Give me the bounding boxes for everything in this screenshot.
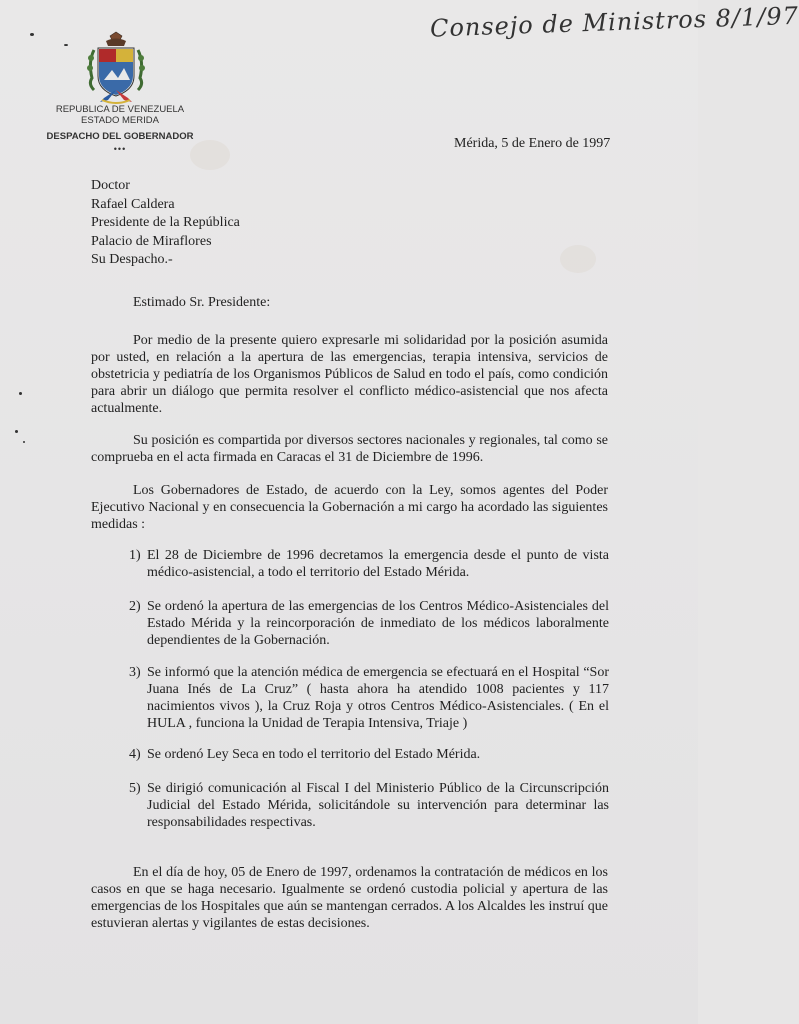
- measure-text: Se dirigió comunicación al Fiscal I del Ministerio Público de la Circunscripción Judicial del Estado Mérida, solicitándole su intervención para determinar las responsabilidades respectivas.: [147, 781, 609, 830]
- measure-text: Se ordenó Ley Seca en todo el territorio del Estado Mérida.: [147, 747, 481, 762]
- handwritten-annotation: Consejo de Ministros 8/1/97: [429, 1, 799, 43]
- measure-number: 4): [129, 747, 141, 762]
- body-paragraph: Por medio de la presente quiero expresarle mi solidaridad por la posición asumida por usted, en relación a la apertura de las emergencias, terapia intensiva, servicios de obstetricia y pediatría de los Organismos Públicos de Salud en todo el país, como condición para abrir un diálogo que permita resolver el conflicto médico-asistencial que nos afecta actualmente.: [91, 333, 608, 416]
- measure-text: Se ordenó la apertura de las emergencias de los Centros Médico-Asistenciales del Estado Mérida y la reincorporación de inmediato de los médicos laboralmente dependientes de la Gobernación.: [147, 599, 609, 648]
- paper-stain: [560, 245, 596, 273]
- body-paragraph: Su posición es compartida por diversos sectores nacionales y regionales, tal como se comprueba en el acta firmada en Caracas el 31 de Diciembre de 1996.: [91, 433, 608, 465]
- body-paragraph: Los Gobernadores de Estado, de acuerdo con la Ley, somos agentes del Poder Ejecutivo Nacional y en consecuencia la Gobernación a mi cargo ha acordado las siguientes medidas :: [91, 483, 608, 532]
- measure-text: Se informó que la atención médica de emergencia se efectuará en el Hospital “Sor Juana Inés de La Cruz” ( hasta ahora ha atendido 1008 pacientes y 117 nacimientos vivos ), la Cruz Roja y otros Centros Médico-Asistenciales. ( En el HULA , funciona la Unidad de Terapia Intensiva, Triaje ): [147, 665, 609, 731]
- paper-speck: [15, 430, 18, 433]
- measure-number: 3): [129, 665, 141, 680]
- paper-speck: [19, 392, 22, 395]
- paper-speck: [64, 44, 68, 46]
- coat-of-arms-icon: [84, 32, 148, 106]
- letter-date: Mérida, 5 de Enero de 1997: [454, 136, 611, 151]
- measure-number: 2): [129, 599, 141, 614]
- addressee-line: Su Despacho.-: [91, 252, 173, 267]
- letterhead-country: REPUBLICA DE VENEZUELA: [55, 104, 185, 115]
- paper-speck: [30, 33, 34, 36]
- addressee-line: Doctor: [91, 178, 130, 193]
- measure-text: El 28 de Diciembre de 1996 decretamos la emergencia desde el punto de vista médico-asistencial, a todo el territorio del Estado Mérida.: [147, 548, 609, 580]
- body-paragraph: En el día de hoy, 05 de Enero de 1997, ordenamos la contratación de médicos en los casos en que se haga necesario. Igualmente se ordenó custodia policial y apertura de las emergencias de los Hospitales que aún se mantengan cerrados. A los Alcaldes les instruí que estuvieran alertas y vigilantes de estas decisiones.: [91, 865, 608, 931]
- addressee-block: [91, 177, 240, 270]
- addressee-line: Rafael Caldera: [91, 196, 175, 212]
- letterhead-ornament: •••: [113, 144, 127, 154]
- measure-number: 1): [129, 548, 141, 563]
- addressee-line: Presidente de la República: [91, 215, 240, 230]
- salutation: Estimado Sr. Presidente:: [133, 295, 271, 310]
- addressee-line: Palacio de Miraflores: [91, 233, 212, 249]
- letterhead-state: ESTADO MERIDA: [81, 115, 159, 126]
- measure-number: 5): [129, 781, 141, 796]
- paper-speck: [23, 441, 25, 443]
- letterhead: [40, 104, 200, 155]
- letterhead-office: DESPACHO DEL GOBERNADOR: [46, 131, 194, 142]
